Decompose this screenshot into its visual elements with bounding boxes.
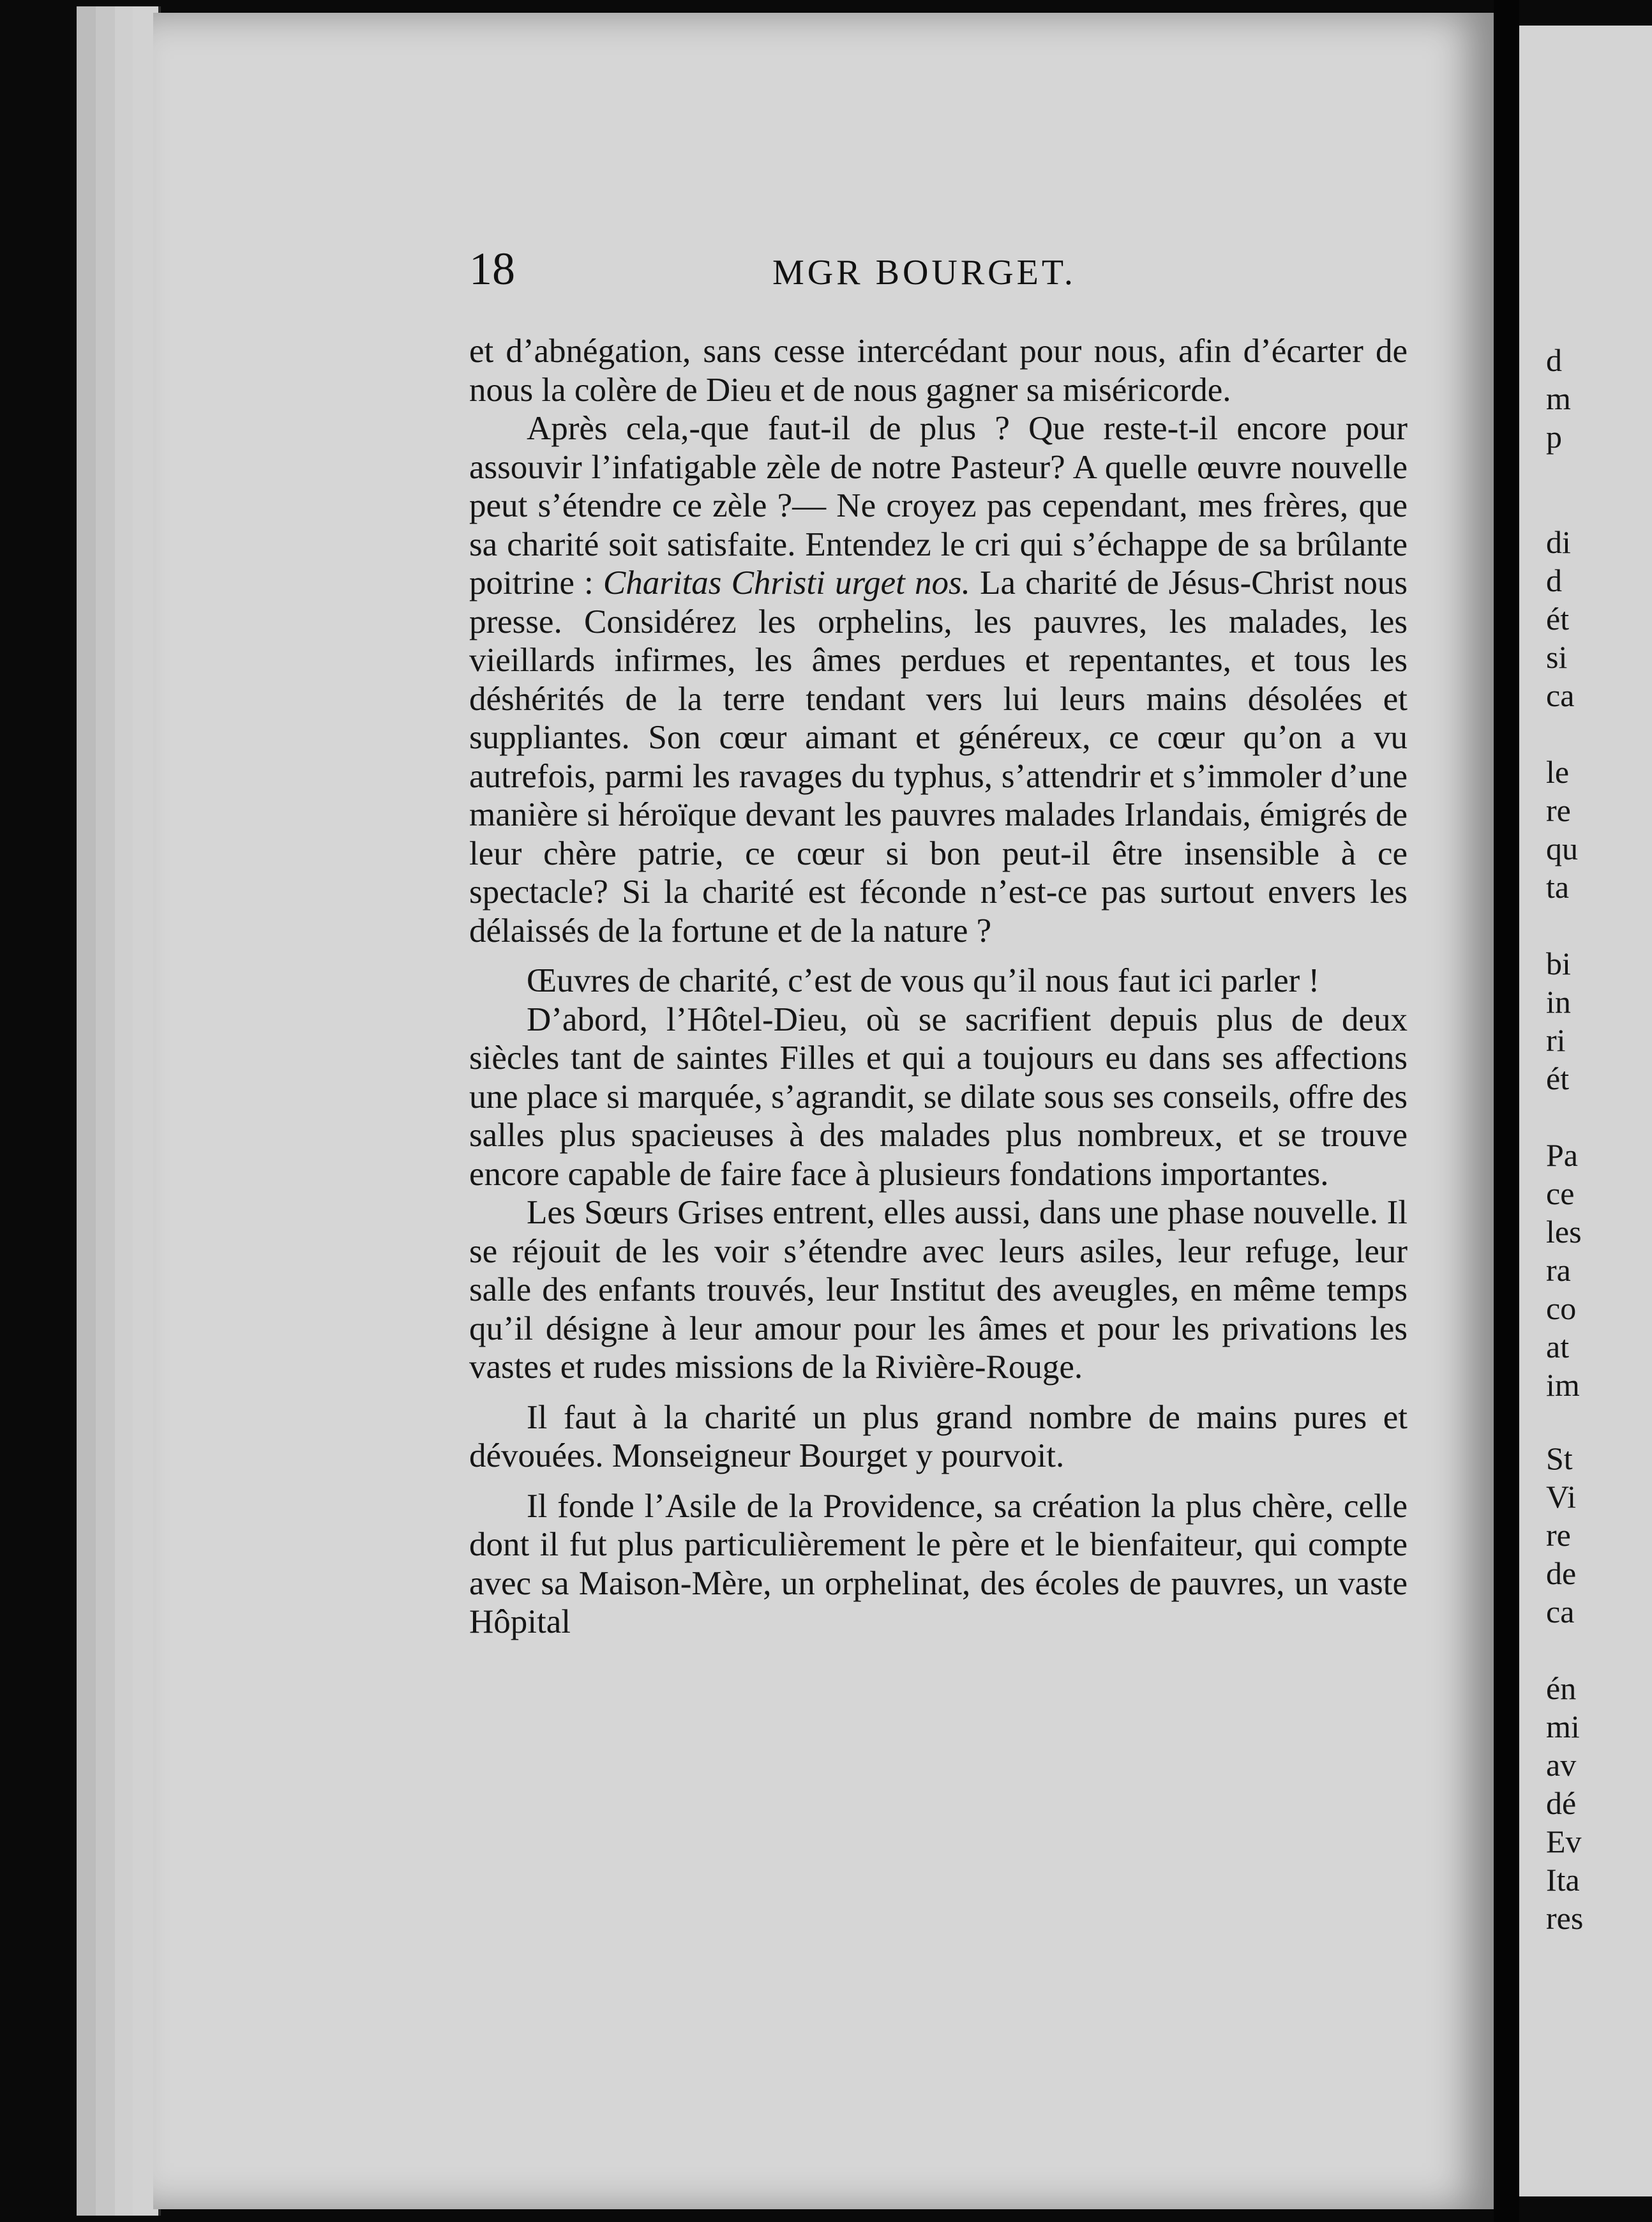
paragraph: Il faut à la charité un plus grand nombre de mains pures et dévouées. Monseigneur Bourget y pourvoit. — [469, 1398, 1408, 1474]
right-page-fragment: ét — [1546, 601, 1570, 637]
book-gutter — [1494, 0, 1519, 2222]
right-page-fragment: le — [1546, 754, 1570, 790]
right-page-fragment: d — [1546, 342, 1562, 378]
right-page-fragment: ra — [1546, 1252, 1571, 1288]
right-page-fragment: av — [1546, 1747, 1577, 1783]
paragraph-text: Après cela,-que faut-il de plus ? Que reste-t-il encore pour assouvir l’infatigable zèle de notre Pasteur? A quelle œuvre nouvelle peut s’étendre ce zèle ?— Ne croyez pas cependant, mes frères, que sa charité soit satisfaite. Entendez le cri qui s’échappe de sa brûlante poitrine : — [469, 410, 1408, 601]
right-page-fragment: co — [1546, 1290, 1577, 1326]
right-page-fragment: res — [1546, 1900, 1584, 1936]
page-number: 18 — [469, 243, 515, 294]
right-page-fragment: ri — [1546, 1022, 1566, 1058]
right-page-fragment: in — [1546, 984, 1571, 1020]
right-page-fragment: Ev — [1546, 1824, 1582, 1859]
paragraph — [469, 409, 1408, 950]
right-page-fragment: én — [1546, 1670, 1577, 1706]
paragraph: Il fonde l’Asile de la Providence, sa création la plus chère, celle dont il fut plus particulièrement le père et le bienfaiteur, qui compte avec sa Maison-Mère, un orphelinat, des écoles de pauvres, un vaste Hôpital — [469, 1487, 1408, 1640]
right-page-fragment: Pa — [1546, 1137, 1578, 1173]
right-page-fragment: d — [1546, 563, 1562, 598]
right-page-fragment: bi — [1546, 946, 1571, 981]
right-page-fragment: Vi — [1546, 1479, 1576, 1515]
latin-quote: Charitas Christi urget nos. — [603, 564, 970, 601]
right-page-fragment: ét — [1546, 1061, 1570, 1096]
right-page-fragment: Ita — [1546, 1862, 1580, 1898]
paragraph: Les Sœurs Grises entrent, elles aussi, dans une phase nouvelle. Il se réjouit de les voir s’étendre avec leurs asiles, leur refuge, leur salle des enfants trouvés, leur Institut des aveugles, en même temps qu’il désigne à leur amour pour les âmes et pour les privations les vastes et rudes missions de la Rivière-Rouge. — [469, 1194, 1408, 1386]
right-page-fragment: ca — [1546, 677, 1575, 713]
right-page-fragment: ca — [1546, 1594, 1575, 1629]
right-page-fragment: les — [1546, 1214, 1582, 1250]
paragraph: Œuvres de charité, c’est de vous qu’il nous faut ici parler ! — [527, 962, 1320, 999]
right-page-fragment: ce — [1546, 1175, 1575, 1211]
right-page-fragment: de — [1546, 1555, 1577, 1591]
running-head: MGR BOURGET. — [772, 253, 1076, 292]
right-page-fragment: im — [1546, 1367, 1580, 1403]
paragraph: D’abord, l’Hôtel-Dieu, où se sacrifient depuis plus de deux siècles tant de saintes Filles et qui a toujours eu dans ses affections une place si marquée, s’agrandit, se dilate sous ses conseils, offre des salles plus spacieuses à des malades plus nombreux, et se trouve encore capable de faire face à plusieurs fondations importantes. — [469, 1001, 1408, 1193]
right-page-fragment: si — [1546, 639, 1568, 675]
right-page-fragment: m — [1546, 381, 1571, 416]
right-page-fragment: p — [1546, 419, 1562, 455]
paragraph: et d’abnégation, sans cesse intercédant pour nous, afin d’écarter de nous la colère de Dieu et de nous gagner sa miséricorde. — [469, 333, 1408, 409]
right-page — [1519, 26, 1652, 2196]
right-page-fragment: dé — [1546, 1785, 1577, 1821]
right-page-fragment: re — [1546, 1517, 1571, 1553]
right-page-fragment: qu — [1546, 831, 1578, 866]
right-page-fragment: at — [1546, 1329, 1570, 1364]
right-page-fragment: ta — [1546, 869, 1570, 905]
right-page-fragment: mi — [1546, 1709, 1580, 1744]
right-page-fragment: re — [1546, 792, 1571, 828]
right-page-fragment: St — [1546, 1440, 1573, 1476]
text-body — [469, 332, 1408, 1642]
right-page-fragment: di — [1546, 524, 1571, 560]
paragraph-text: La charité de Jésus-Christ nous presse. Considérez les orphelins, les pauvres, les malades, les vieillards infirmes, les âmes perdues et repentantes, et tous les déshérités de la terre tendant vers lui leurs mains désolées et suppliantes. Son cœur aimant et généreux, ce cœur qu’on a vu autrefois, parmi les ravages du typhus, s’attendrir et s’immoler d’une manière si héroïque devant les pauvres malades Irlandais, émigrés de leur chère patrie, ce cœur si bon peut-il être insensible à ce spectacle? Si la charité est féconde n’est-ce pas surtout envers les délaissés de la fortune et de la nature ? — [469, 564, 1408, 949]
